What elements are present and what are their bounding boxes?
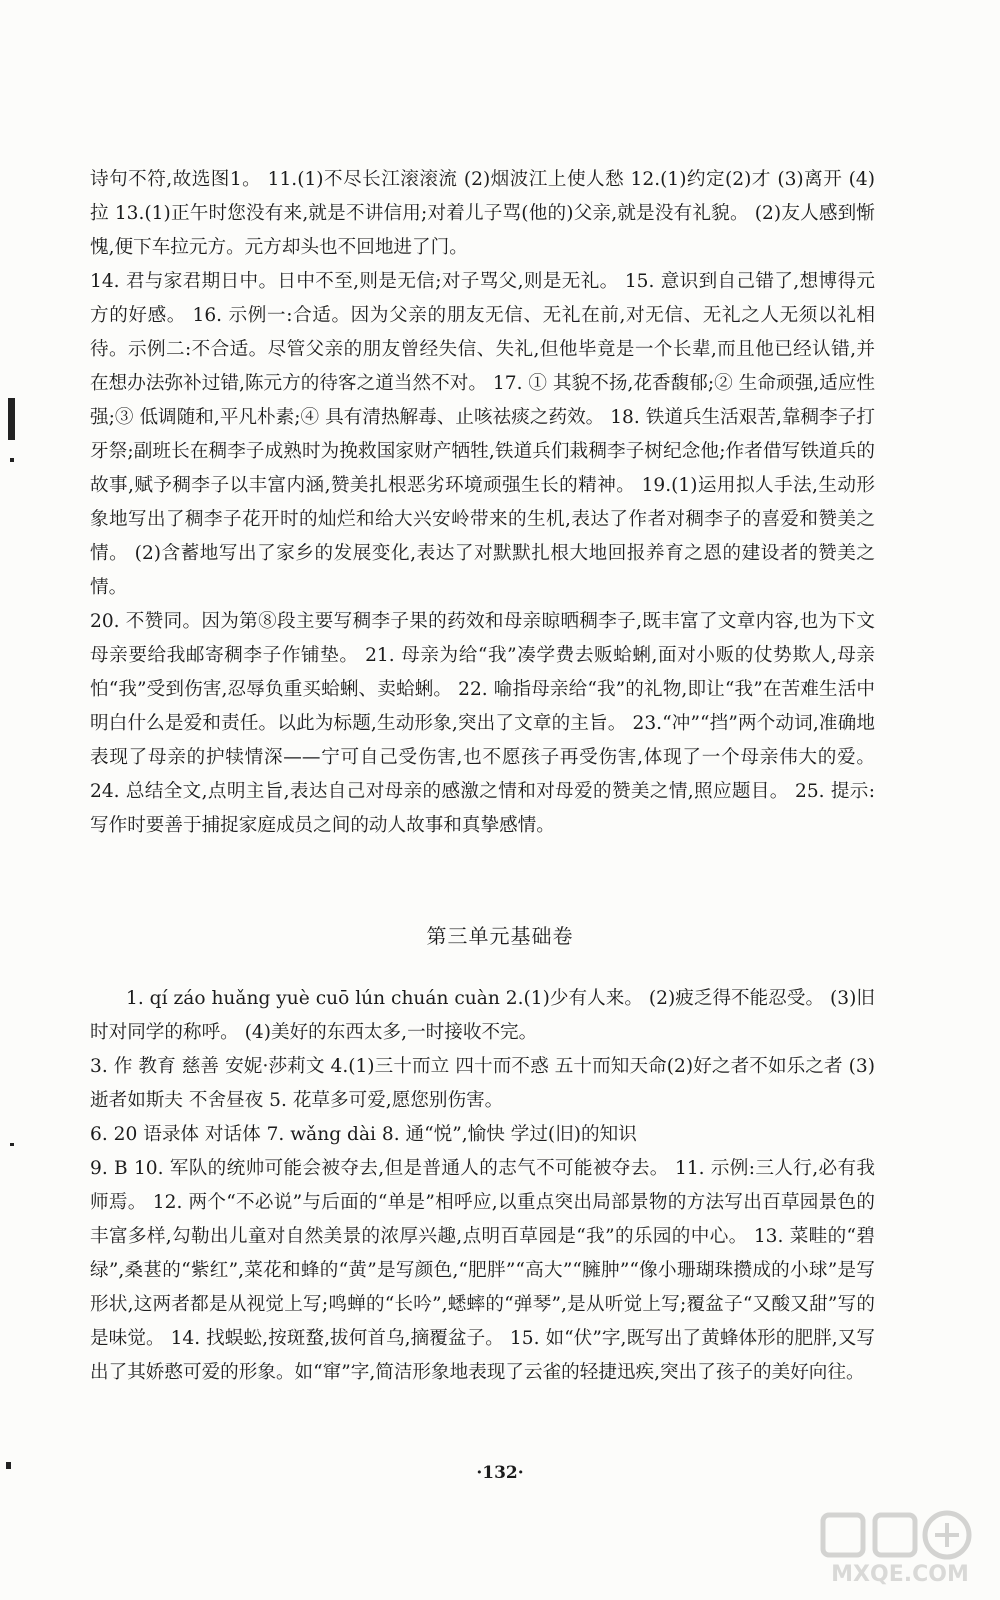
scan-mark (6, 1462, 11, 1469)
answer-paragraph: 诗句不符,故选图1。 11.(1)不尽长江滚滚流 (2)烟波江上使人愁 12.(1)约定(2)才 (3)离开 (4)拉 13.(1)正午时您没有来,就是不讲信用;对着儿子骂(他的)父亲,就是没有礼貌。 (2)友人感到惭愧,便下车拉元方。元方却头也不回地进了门。 (90, 169, 875, 258)
scan-mark (10, 458, 14, 462)
scan-mark (8, 398, 15, 440)
answer-paragraph: 6. 20 语录体 对话体 7. wǎng dài 8. 通“悦”,愉快 学过(旧)的知识 (90, 1124, 637, 1145)
answer-paragraph: 1. qí záo huǎng yuè cuō lún chuán cuàn 2.(1)少有人来。 (2)疲乏得不能忍受。 (3)旧时对同学的称呼。 (4)美好的东西太多,一时接收不完。 (90, 988, 875, 1043)
answers-block-1 (90, 163, 875, 843)
answer-paragraph: 20. 不赞同。因为第⑧段主要写稠李子果的药效和母亲晾晒稠李子,既丰富了文章内容,也为下文母亲要给我邮寄稠李子作铺垫。 21. 母亲为给“我”凑学费去贩蛤蜊,面对小贩的仗势欺人,母亲怕“我”受到伤害,忍辱负重买蛤蜊、卖蛤蜊。 22. 喻指母亲给“我”的礼物,即让“我”在苦难生活中明白什么是爱和责任。以此为标题,生动形象,突出了文章的主旨。 23.“冲”“挡”两个动词,准确地表现了母亲的护犊情深——宁可自己受伤害,也不愿孩子再受伤害,体现了一个母亲伟大的爱。 24. 总结全文,点明主旨,表达自己对母亲的感激之情和对母爱的赞美之情,照应题目。 25. 提示:写作时要善于捕捉家庭成员之间的动人故事和真挚感情。 (90, 611, 875, 836)
page-number: ·132· (476, 1463, 524, 1483)
watermark-text: MXQE.COM (831, 1562, 969, 1587)
watermark-logo-icon (815, 1505, 985, 1567)
answers-block-2 (90, 982, 875, 1390)
watermark (815, 1505, 985, 1595)
answer-paragraph: 3. 作 教育 慈善 安妮·莎莉文 4.(1)三十而立 四十而不惑 五十而知天命(2)好之者不如乐之者 (3)逝者如斯夫 不舍昼夜 5. 花草多可爱,愿您别伤害。 (90, 1056, 875, 1111)
answer-paragraph: 14. 君与家君期日中。日中不至,则是无信;对子骂父,则是无礼。 15. 意识到自己错了,想博得元方的好感。 16. 示例一:合适。因为父亲的朋友无信、无礼在前,对无信、无礼之人无须以礼相待。示例二:不合适。尽管父亲的朋友曾经失信、失礼,但他毕竟是一个长辈,而且他已经认错,并在想办法弥补过错,陈元方的待客之道当然不对。 17. ① 其貌不扬,花香馥郁;② 生命顽强,适应性强;③ 低调随和,平凡朴素;④ 具有清热解毒、止咳祛痰之药效。 18. 铁道兵生活艰苦,靠稠李子打牙祭;副班长在稠李子成熟时为挽救国家财产牺牲,铁道兵们栽稠李子树纪念他;作者借写铁道兵的故事,赋予稠李子以丰富内涵,赞美扎根恶劣环境顽强生长的精神。 19.(1)运用拟人手法,生动形象地写出了稠李子花开时的灿烂和给大兴安岭带来的生机,表达了作者对稠李子的喜爱和赞美之情。 (2)含蓄地写出了家乡的发展变化,表达了对默默扎根大地回报养育之恩的建设者的赞美之情。 (90, 271, 875, 598)
section-title: 第三单元基础卷 (426, 924, 574, 948)
scan-mark (10, 1143, 14, 1146)
answer-paragraph: 9. B 10. 军队的统帅可能会被夺去,但是普通人的志气不可能被夺去。 11. 示例:三人行,必有我师焉。 12. 两个“不必说”与后面的“单是”相呼应,以重点突出局部景物的方法写出百草园景色的丰富多样,勾勒出儿童对自然美景的浓厚兴趣,点明百草园是“我”的乐园的中心。 13. 菜畦的“碧绿”,桑葚的“紫红”,菜花和蜂的“黄”是写颜色,“肥胖”“高大”“臃肿”“像小珊瑚珠攒成的小球”是写形状,这两者都是从视觉上写;鸣蝉的“长吟”,蟋蟀的“弹琴”,是从听觉上写;覆盆子“又酸又甜”写的是味觉。 14. 找蜈蚣,按斑蝥,拔何首乌,摘覆盆子。 15. 如“伏”字,既写出了黄蜂体形的肥胖,又写出了其娇憨可爱的形象。如“窜”字,简洁形象地表现了云雀的轻捷迅疾,突出了孩子的美好向往。 (90, 1158, 875, 1383)
